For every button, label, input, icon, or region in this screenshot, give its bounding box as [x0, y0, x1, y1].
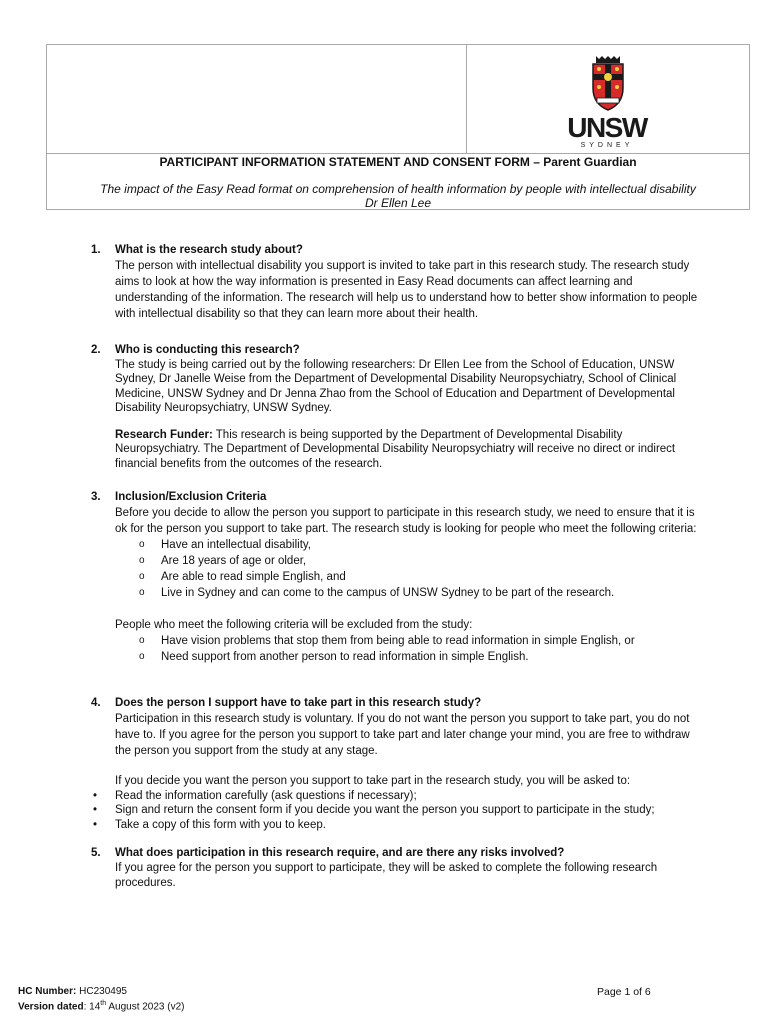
study-title: The impact of the Easy Read format on comprehension of health information by people with intellectual disability [100, 182, 696, 196]
list-item: o Have an intellectual disability, [139, 537, 701, 553]
list-item: o Have vision problems that stop them from being able to read information in simple English, or [139, 633, 701, 649]
participant-steps-list [91, 789, 701, 833]
author: Dr Ellen Lee [364, 196, 432, 210]
section-text: The person with intellectual disability you support is invited to take part in this research study. The research study aims to look at how the way information is presented in Easy Read documents can affect learning and understanding of the information. The research will help us to understand how to better show information to people with intellectual disability so that they can learn more about their health. [115, 260, 698, 320]
funder-paragraph [115, 428, 701, 471]
section-number: 1. [91, 244, 101, 256]
section-5 [91, 845, 701, 891]
asked-intro: If you decide you want the person you support to take part in the research study, you will be asked to: [115, 775, 631, 788]
funder-label: Research Funder: [115, 429, 213, 442]
section-title: Who is conducting this research? [115, 344, 300, 356]
inclusion-list [115, 537, 701, 601]
section-title: Inclusion/Exclusion Criteria [115, 491, 267, 504]
section-number: 2. [91, 344, 101, 356]
header-divider [466, 45, 467, 153]
section-text: If you agree for the person you support to participate, they will be asked to complete the following research procedures. [115, 862, 658, 890]
section-4 [91, 695, 701, 789]
section-number: 4. [91, 697, 101, 710]
section-title: What does participation in this research require, and are there any risks involved? [115, 847, 565, 860]
list-item: o Are able to read simple English, and [139, 569, 701, 585]
list-item: o Need support from another person to read information in simple English. [139, 649, 701, 665]
logo-wordmark: UNSW [567, 112, 647, 143]
list-item: • Read the information carefully (ask questions if necessary); [91, 789, 701, 804]
document-body [91, 242, 701, 891]
section-text: Before you decide to allow the person you support to participate in this research study, we need to ensure that it is ok for the person you support to take part. The research study is looking for people who meet the following criteria: [115, 507, 697, 536]
page-number: Page 1 of 6 [597, 986, 651, 998]
header-box [46, 44, 750, 210]
section-number: 3. [91, 491, 101, 504]
section-title: What is the research study about? [115, 244, 303, 256]
section-text: The study is being carried out by the following researchers: Dr Ellen Lee from the School of Education, UNSW Sydney, Dr Janelle Weise from the Department of Developmental Disability Neuropsychiatry, School of Clinical Medicine, UNSW Sydney and Dr Jenna Zhao from the School of Education and Department of Developmental Disability Neuropsychiatry, UNSW Sydney. [115, 359, 677, 414]
list-item: • Take a copy of this form with you to keep. [91, 818, 701, 833]
unsw-logo [557, 54, 657, 150]
exclusion-intro: People who meet the following criteria will be excluded from the study: [115, 619, 473, 632]
logo-subtext: SYDNEY [580, 142, 634, 149]
section-3 [91, 489, 701, 665]
section-number: 5. [91, 847, 101, 860]
list-item: • Sign and return the consent form if you decide you want the person you support to participate in the study; [91, 803, 701, 818]
unsw-crest-icon [591, 54, 625, 112]
section-title: Does the person I support have to take part in this research study? [115, 697, 482, 710]
funder-text: This research is being supported by the Department of Developmental Disability Neuropsychiatry. The Department of Developmental Disability Neuropsychiatry will receive no direct or indirect financial benefits from the outcomes of the research. [115, 429, 676, 470]
header-top-row [47, 45, 749, 154]
version-dated: Version dated: 14th August 2023 (v2) [18, 1000, 185, 1013]
form-title: PARTICIPANT INFORMATION STATEMENT AND CONSENT FORM – Parent Guardian [159, 155, 637, 169]
section-1 [91, 242, 701, 322]
exclusion-list [115, 633, 701, 665]
footer-meta [18, 986, 185, 1013]
section-2 [91, 342, 701, 471]
section-text: Participation in this research study is voluntary. If you do not want the person you support to take part, you do not have to. If you agree for the person you support to take part and later change your mind, you are free to withdraw the person you support from the study at any stage. [115, 713, 690, 758]
list-item: o Live in Sydney and can come to the campus of UNSW Sydney to be part of the research. [139, 585, 701, 601]
list-item: o Are 18 years of age or older, [139, 553, 701, 569]
hc-number: HC Number: HC230495 [18, 986, 127, 997]
